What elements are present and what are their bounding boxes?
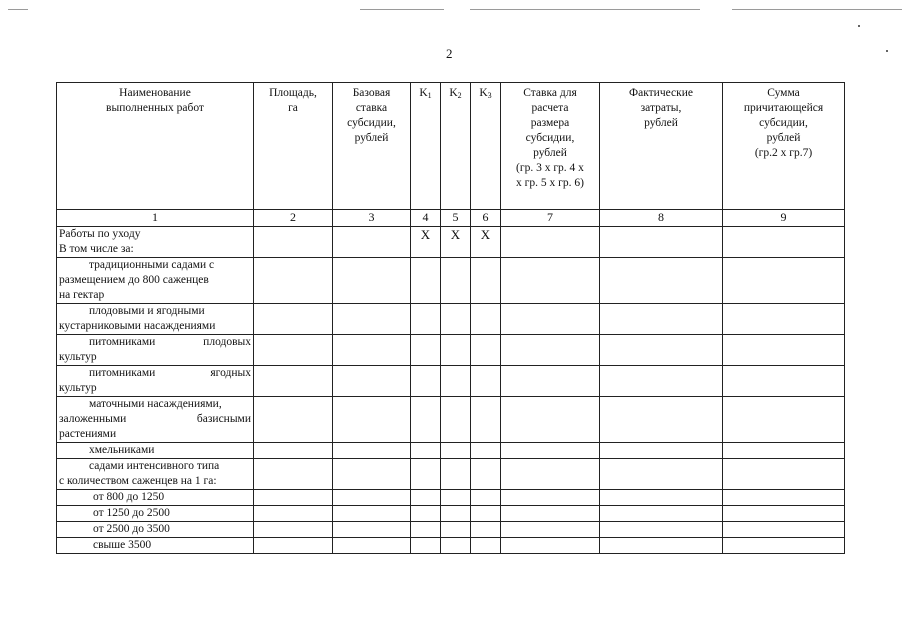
table-cell [723,258,845,304]
table-cell [441,459,471,490]
row-label: Работы по уходу В том числе за: [57,227,254,258]
table-row [57,227,845,258]
row-label: от 2500 до 3500 [57,522,254,538]
column-number: 1 [57,210,254,227]
table-cell [723,506,845,522]
table-cell [471,490,501,506]
table-cell [441,522,471,538]
table-cell [471,366,501,397]
scan-edge-mark [8,9,28,10]
table-cell [333,443,411,459]
table-cell [441,506,471,522]
table-row [57,366,845,397]
table-cell [471,304,501,335]
header-actual-costs: Фактические затраты, рублей [600,83,723,210]
table-cell [600,258,723,304]
page-number: 2 [446,46,453,61]
row-label: садами интенсивного типа с количеством саженцев на 1 га: [57,459,254,490]
row-label: плодовыми и ягодными кустарниковыми насаждениями [57,304,254,335]
table-cell [254,490,333,506]
table-cell [600,304,723,335]
table-row [57,538,845,554]
table-cell [254,538,333,554]
scan-speck [886,50,888,52]
table-row [57,397,845,443]
table-cell [471,335,501,366]
header-calculated-rate: Ставка для расчета размера субсидии, рублей (гр. 3 х гр. 4 х х гр. 5 х гр. 6) [501,83,600,210]
table-cell [723,304,845,335]
table-cell [254,304,333,335]
table-cell [471,397,501,443]
table-cell [501,258,600,304]
column-number: 8 [600,210,723,227]
table-cell [333,335,411,366]
x-mark: X [441,227,471,258]
table-cell [333,227,411,258]
table-cell [723,335,845,366]
column-number: 9 [723,210,845,227]
table-cell [600,397,723,443]
column-number: 2 [254,210,333,227]
header-k3: $K_3$ [471,83,501,210]
table-cell [411,397,441,443]
x-mark: X [471,227,501,258]
column-number: 6 [471,210,501,227]
table-cell [411,522,441,538]
column-number-row [57,210,845,227]
header-area: Площадь, га [254,83,333,210]
table-cell [723,366,845,397]
table-cell [411,258,441,304]
table-cell [333,538,411,554]
table-row [57,490,845,506]
header-base-rate: Базовая ставка субсидии, рублей [333,83,411,210]
column-number: 5 [441,210,471,227]
table-cell [411,459,441,490]
row-label: от 1250 до 2500 [57,506,254,522]
table-cell [501,443,600,459]
table-cell [411,335,441,366]
table-cell [471,522,501,538]
table-cell [600,459,723,490]
table-row [57,304,845,335]
table-cell [441,366,471,397]
row-label: традиционными садами с размещением до 800 саженцев на гектар [57,258,254,304]
table-cell [501,506,600,522]
table-cell [501,459,600,490]
table-cell [254,258,333,304]
table-cell [600,443,723,459]
table-row [57,258,845,304]
table-cell [254,366,333,397]
table-cell [471,538,501,554]
column-number: 4 [411,210,441,227]
table-cell [441,258,471,304]
table-cell [333,522,411,538]
scan-edge-mark [470,9,700,10]
table-cell [254,227,333,258]
column-number: 7 [501,210,600,227]
header-k1: $K_1$ [411,83,441,210]
table-cell [600,490,723,506]
subsidy-calculation-table [56,82,845,554]
table-cell [254,335,333,366]
table-cell [441,538,471,554]
table-cell [411,506,441,522]
table-cell [723,538,845,554]
row-label: питомниками ягодных культур [57,366,254,397]
table-cell [723,227,845,258]
row-label: хмельниками [57,443,254,459]
row-label: от 800 до 1250 [57,490,254,506]
row-label: маточными насаждениями, заложенными базисными растениями [57,397,254,443]
table-cell [333,304,411,335]
table-cell [441,490,471,506]
table-cell [723,459,845,490]
table-cell [441,335,471,366]
table-row [57,522,845,538]
table-cell [333,506,411,522]
table-cell [723,490,845,506]
table-row [57,335,845,366]
table-cell [333,366,411,397]
table-header-row [57,83,845,210]
column-number: 3 [333,210,411,227]
table-cell [411,490,441,506]
row-label: свыше 3500 [57,538,254,554]
table-row [57,443,845,459]
table-cell [471,443,501,459]
table-cell [600,522,723,538]
table-cell [254,443,333,459]
table-cell [501,490,600,506]
table-cell [723,397,845,443]
scan-edge-mark [360,9,444,10]
table-cell [501,538,600,554]
table-cell [501,397,600,443]
table-cell [600,538,723,554]
table-cell [600,506,723,522]
table-cell [471,459,501,490]
table-cell [333,490,411,506]
table-cell [411,366,441,397]
table-cell [600,227,723,258]
table-cell [411,304,441,335]
table-cell [254,459,333,490]
header-work-name: Наименование выполненных работ [57,83,254,210]
table-cell [501,304,600,335]
header-k2: $K_2$ [441,83,471,210]
scan-edge-mark [732,9,902,10]
table-cell [501,335,600,366]
table-cell [254,506,333,522]
table-cell [471,258,501,304]
table-cell [600,335,723,366]
table-cell [471,506,501,522]
table-cell [501,366,600,397]
table-cell [501,522,600,538]
table-cell [333,258,411,304]
table-cell [411,443,441,459]
table-row [57,459,845,490]
header-subsidy-amount: Сумма причитающейся субсидии, рублей (гр.2 х гр.7) [723,83,845,210]
table-cell [254,522,333,538]
table-cell [501,227,600,258]
table-cell [441,443,471,459]
scan-speck [858,25,860,27]
table-cell [723,443,845,459]
row-label: питомниками плодовых культур [57,335,254,366]
table-cell [254,397,333,443]
table-cell [723,522,845,538]
table-cell [441,304,471,335]
table-cell [333,459,411,490]
x-mark: X [411,227,441,258]
table-cell [333,397,411,443]
table-row [57,506,845,522]
table-cell [441,397,471,443]
table-cell [411,538,441,554]
table-cell [600,366,723,397]
